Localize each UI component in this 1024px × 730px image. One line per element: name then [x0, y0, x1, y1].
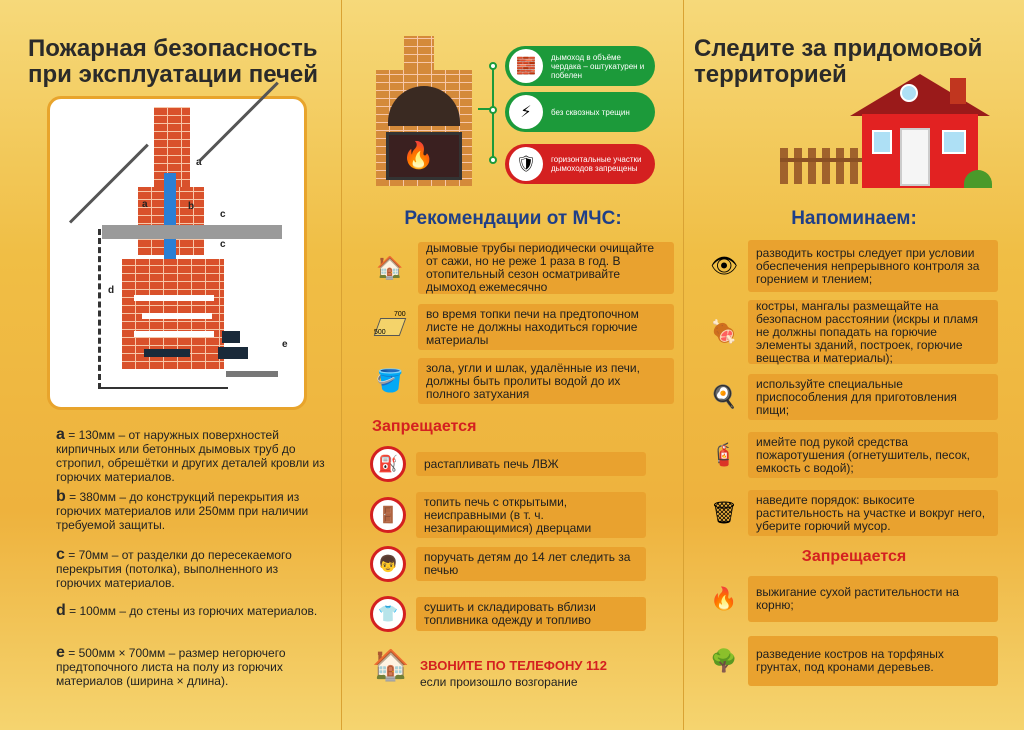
forbidden-item: 🔥 выжигание сухой растительности на корню;: [704, 576, 998, 622]
dim-label: c: [220, 239, 226, 250]
reminder-item: 🍖 костры, мангалы размещайте на безопасном расстоянии (искры и пламя не должны попадать на горючие элементы зданий, построек, горючие вещества и материалы);: [704, 300, 998, 364]
call-subtitle: если произошло возгорание: [420, 675, 578, 689]
dim-label: a: [196, 157, 202, 168]
page-title: Пожарная безопасность при эксплуатации печей: [28, 35, 318, 88]
forbid-title-yard: Запрещается: [801, 548, 907, 565]
call-title: ЗВОНИТЕ ПО ТЕЛЕФОНУ 112: [420, 658, 608, 673]
connector-node: [489, 156, 497, 164]
roof-line: [69, 144, 149, 224]
forbidden-item: 🌳 разведение костров на торфяных грунтах, под кронами деревьев.: [704, 636, 998, 686]
dim-label: d: [108, 285, 115, 296]
emergency-call: [420, 658, 607, 689]
flue-channel: [134, 295, 214, 301]
chimney-icon: 🧱: [509, 49, 543, 83]
recommend-item: 🪣 зола, угли и шлак, удалённые из печи, должны быть пролиты водой до их полного затухания: [370, 358, 674, 404]
reminder-item: 🧯 имейте под рукой средства пожаротушения (огнетушитель, песок, емкость с водой);: [704, 432, 998, 478]
dim-label: c: [220, 209, 226, 220]
connector-node: [489, 62, 497, 70]
recommend-item: 700 500 во время топки печи на предтопочном листе не должны находиться горючие материалы: [370, 304, 674, 350]
badge-no-cracks: ⚡ без сквозных трещин: [505, 92, 655, 132]
wall-line: [98, 229, 101, 389]
sheet-icon: 700 500: [374, 311, 406, 336]
canister-icon: ⛽: [370, 446, 406, 482]
recommend-title: Рекомендации от МЧС:: [404, 208, 622, 229]
legend-item: a = 130мм – от наружных поверхностей кирпичных или бетонных дымовых труб до стропил, обрешётки и других деталей кровли из горючих материалов.: [56, 426, 325, 484]
forbidden-item: ⛽ растапливать печь ЛВЖ: [370, 446, 646, 482]
eye-fire-icon: 👁: [710, 253, 738, 278]
dim-label: b: [188, 201, 195, 212]
pre-furnace-sheet: [226, 371, 278, 377]
recommend-item: 🏠 дымовые трубы периодически очищайте от сажи, но не реже 1 раза в год. В отопительный сезон осматривайте дымоход ежемесячно: [370, 242, 674, 294]
forbidden-item: 🚪 топить печь с открытыми, неисправными (в т. ч. незапирающимися) дверцами: [370, 492, 646, 538]
stove-door: [222, 331, 240, 343]
flue-channel: [142, 313, 212, 319]
reminder-item: 👁 разводить костры следует при условии обеспечения непрерывного контроля за горением и тлением;: [704, 240, 998, 292]
dim-label: a: [142, 199, 148, 210]
remind-title: Напоминаем:: [791, 208, 917, 229]
stove-diagram: [47, 96, 307, 410]
flue-channel: [134, 331, 214, 337]
flue-pipe: [164, 173, 176, 263]
legend-item: e = 500мм × 700мм – размер негорючего предтопочного листа на полу из горючих материалов (ширина × длина).: [56, 644, 286, 688]
connector: [492, 66, 494, 162]
stove-illustration: [368, 36, 478, 186]
chimney-smoke-icon: 🏠: [376, 255, 404, 280]
connector-node: [489, 106, 497, 114]
bbq-icon: 🍳: [710, 384, 738, 409]
stove-door: [144, 349, 190, 357]
tree-fire-icon: 🌳: [710, 648, 738, 673]
reminder-item: 🍳 используйте специальные приспособления для приготовления пищи;: [704, 374, 998, 420]
bucket-icon: 🪣: [376, 368, 404, 393]
forbidden-item: 👦 поручать детям до 14 лет следить за печью: [370, 546, 646, 582]
flame-icon: 🔥: [710, 586, 738, 611]
firebox-door: [218, 347, 248, 359]
child-icon: 👦: [370, 546, 406, 582]
extinguisher-icon: 🧯: [710, 442, 738, 467]
legend-item: d = 100мм – до стены из горючих материалов.: [56, 602, 318, 619]
forbidden-item: 👕 сушить и складировать вблизи топливника одежду и топливо: [370, 596, 646, 632]
fire-icon: 🔥: [402, 140, 435, 170]
forbid-title: Запрещается: [372, 418, 477, 435]
yard-title: Следите за придомовой территорией: [694, 35, 983, 88]
legend-item: c = 70мм – от разделки до пересекаемого перекрытия (потолка), выполненного из горючих материалов.: [56, 546, 292, 590]
reminder-item: 🗑 наведите порядок: выкосите растительность на участке и вокруг него, уберите горючий мусор.: [704, 490, 998, 536]
legend-item: b = 380мм – до конструкций перекрытия из горючих материалов или 250мм при наличии требуемой защиты.: [56, 488, 309, 532]
shield-icon: 🛡: [509, 147, 543, 181]
ceiling-beam: [102, 225, 282, 239]
floor-line: [98, 387, 228, 389]
house-fire-icon: 🏠: [372, 649, 410, 682]
badge-chimney: 🧱 дымоход в объёме чердака – оштукатурен и побелен: [505, 46, 655, 86]
house-illustration: [780, 74, 992, 192]
no-cracks-icon: ⚡: [509, 95, 543, 129]
dim-label: e: [282, 339, 288, 350]
grill-icon: 🍖: [710, 319, 738, 344]
badge-horizontal-forbidden: 🛡 горизонтальные участки дымоходов запрещены: [505, 144, 655, 184]
clothes-icon: 👕: [370, 596, 406, 632]
trash-icon: 🗑: [710, 500, 738, 525]
open-door-icon: 🚪: [370, 497, 406, 533]
